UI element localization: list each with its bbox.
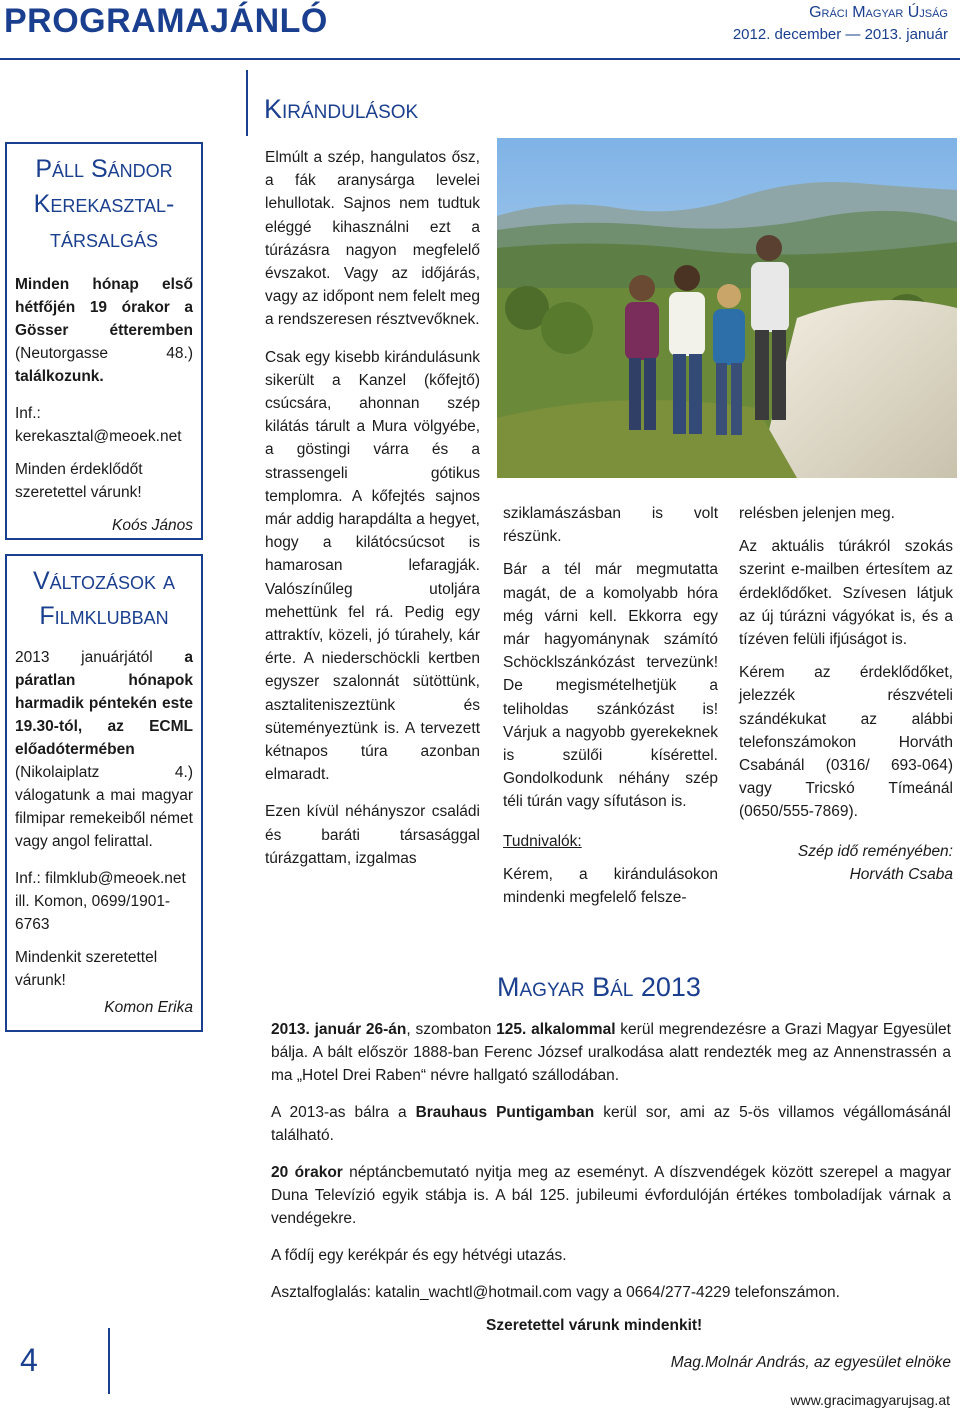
kirandulasok-signature-line-2: Horváth Csaba [849,865,953,883]
footer-website: www.gracimagyarujsag.at [790,1392,950,1408]
sidebar-filmklub [5,554,203,1032]
kirandulasok-col3-paragraph-3: Kérem az érdeklődőket, jelezzék részvételi szándékukat az alábbi telefonszámokon Horváth Csabánál (0316/ 693-064) vagy Tricskó Tímeánál (0650/555-7869). [739,664,953,821]
kerekasztal-invite: Minden érdeklődőt szeretettel várunk! [15,461,143,501]
kerekasztal-signature: Koós János [112,517,193,534]
magyar-bal-paragraph-4: A fődíj egy kerékpár és egy hétvégi utazás. [271,1247,567,1264]
filmklub-text: 2013 januárjától a páratlan hónapok harmadik péntekén este 19.30-tól, az ECML előadótermében (Nikolaiplatz 4.) válogatunk a mai magyar filmipar remekeiből német vagy angol felirattal. [15,649,193,850]
header-rule [0,58,960,60]
kirandulasok-col3-paragraph-2: Az aktuális túrákról szokás szerint e-mailben értesítem az érdeklődőket. Szívesen látjuk az új túrázni vágyókat is, és a tízéven felüli ifjúságot is. [739,538,953,649]
section-divider [246,70,248,136]
kirandulasok-col2-paragraph-2: Bár a tél már megmutatta magát, de a komolyabb hóra még várni kell. Ekkorra egy már hagyománynak számító Schöcklszánkózást tervezünk! De megismételhetjük a teliholdas szánkózást is! Várjuk a nagyobb gyerekeknek is szülői kísérettel. Gondolkodunk néhány szép téli túrán vagy sífutáson is. [503,561,718,811]
kerekasztal-heading: Páll Sándor Kerekasztal-társalgás [33,155,175,253]
kirandulasok-col2-paragraph-3: Kérem, a kirándulásokon mindenki megfelelő felsze- [503,865,718,907]
magyar-bal-article [271,1018,951,1374]
sidebar-kerekasztal [5,142,203,540]
magyar-bal-signature: Mag.Molnár András, az egyesület elnöke [670,1354,951,1371]
filmklub-info: Inf.: filmklub@meoek.net ill. Komon, 0699/1901-6763 [15,870,186,933]
kerekasztal-text: Minden hónap első hétfőjén 19 órakor a Gösser étteremben (Neutorgasse 48.) találkozunk. [15,276,193,385]
issue-date: 2012. december — 2013. január [732,26,948,43]
filmklub-signature: Komon Erika [104,999,193,1016]
filmklub-heading: Változások a Filmklubban [33,567,175,630]
footer-divider [108,1328,110,1394]
filmklub-invite: Mindenkit szeretettel várunk! [15,949,158,989]
newspaper-name: Gráci Magyar Újság [809,4,948,21]
kirandulasok-paragraph-1: Elmúlt a szép, hangulatos ősz, a fák aranysárga levelei lehullotak. Sajnos nem tudtuk eléggé kihasználni ezt a túrázásra nagyon megfelelő évszakot. Vagy az időjárás, vagy az időpont nem felelt meg a rendszeresen résztvevőknek. [265,149,480,329]
magyar-bal-paragraph-3: 20 órakor néptáncbemutató nyitja meg az eseményt. A díszvendégek között szerepel a magyar Duna Televízió egyik stábja is. A bál 125. jubileumi évfordulóján értékes tomboladíjak várnak a vendégekre. [271,1164,952,1227]
magyar-bal-reservation: Asztalfoglalás: katalin_wachtl@hotmail.com vagy a 0664/277-4229 telefonszámon. [271,1284,840,1301]
magyar-bal-heading: Magyar Bál 2013 [497,972,701,1002]
kirandulasok-col3-paragraph-1: relésben jelenjen meg. [739,505,895,522]
kirandulasok-column-2 [503,502,718,909]
page-number: 4 [20,1342,38,1378]
kirandulasok-col2-paragraph-1: sziklamászásban is volt részünk. [503,505,718,546]
magyar-bal-closing: Szeretettel várunk mindenkit! [486,1317,703,1334]
kirandulasok-paragraph-3: Ezen kívül néhányszor családi és baráti társasággal túrázgattam, izgalmas [265,803,480,867]
publication-section-title: PROGRAMAJÁNLÓ [4,2,328,40]
hiking-group-photo [497,138,957,478]
kirandulasok-heading: Kirándulások [264,94,419,124]
kirandulasok-column-1 [265,146,480,870]
magyar-bal-paragraph-2: A 2013-as bálra a Brauhaus Puntigamban kerül sor, ami az 5-ös villamos végállomásánál található. [271,1104,952,1144]
tudnivalok-label: Tudnivalók: [503,832,582,850]
magyar-bal-paragraph-1: 2013. január 26-án, szombaton 125. alkalommal kerül megrendezésre a Grazi Magyar Egyesület bálja. A bált először 1888-ban Ferenc József uralkodása alatt rendezték meg az Annenstrassén a ma „Hotel Drei Raben“ névre hallgató szállodában. [271,1021,951,1084]
kirandulasok-column-3 [739,502,953,886]
kirandulasok-signature-line-1: Szép idő reményében: [797,842,953,860]
kirandulasok-paragraph-2: Csak egy kisebb kirándulásunk sikerült a Kanzel (kőfejtő) csúcsára, ahonnan szép kilátás tárult a Mura völgyébe, a göstingi várra és a strassengeli gótikus templomra. A kőfejtés sajnos már addig harapdálta a hegyet, hogy a kilátócsúcsot is hamarosan lefaragják. Valószínűleg utoljára mehettünk fel rá. Pedig egy attraktív, közeli, jó túrahely, kár érte. A niederschöckli kertben egyszer szalonnát sütöttünk, asztaliteniszeztünk és süteményeztünk is. A tervezett kétnapos túra azonban elmaradt. [265,348,480,784]
kerekasztal-info: Inf.: kerekasztal@meoek.net [15,405,182,445]
photo-illustration [497,138,957,478]
